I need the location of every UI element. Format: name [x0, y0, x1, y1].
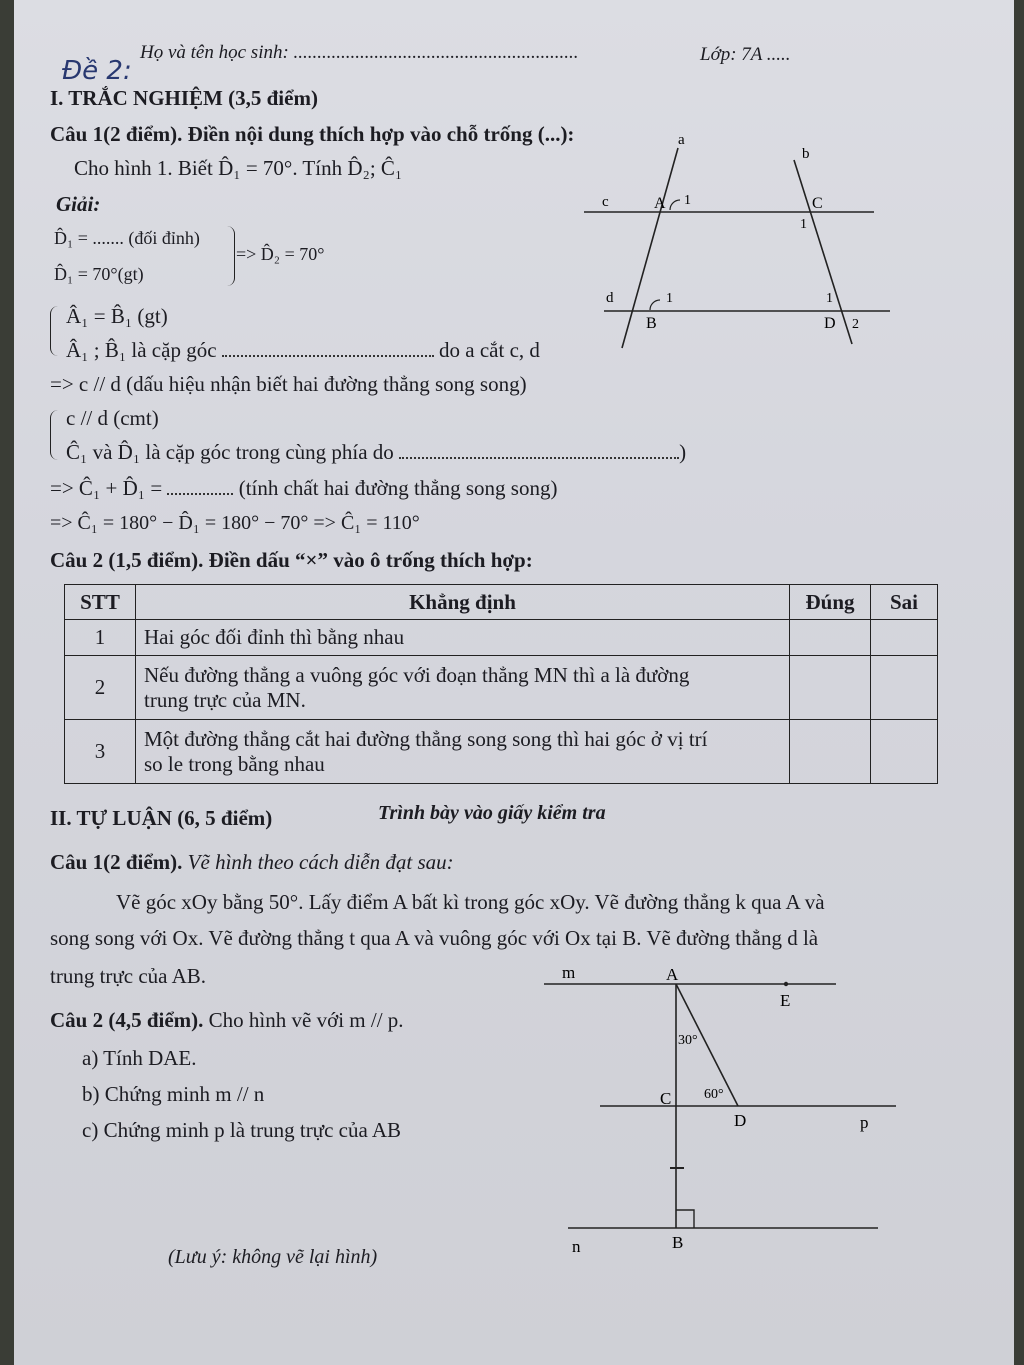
p2-q1: [50, 850, 454, 875]
label-m: m: [562, 963, 576, 982]
row-statement: [136, 720, 790, 784]
false-checkbox-3[interactable]: [871, 720, 938, 784]
true-checkbox-3[interactable]: [790, 720, 871, 784]
row-statement: [136, 656, 790, 720]
label-p: p: [860, 1113, 869, 1132]
p2-q2-a: a) Tính DAE.: [82, 1046, 197, 1070]
right-brace: [224, 226, 235, 286]
table-row: [65, 656, 938, 720]
step-9-tail: (tính chất hai đường thẳng song song): [238, 476, 558, 500]
p2-q1-title: Câu 1(2 điểm).: [50, 850, 183, 874]
label-A: A: [654, 195, 666, 212]
figure-2: [540, 960, 920, 1260]
step-1: D̂₁ = ....... (đối đỉnh): [54, 228, 200, 248]
solution-label: Giải:: [56, 192, 101, 216]
header-false: Sai: [871, 585, 938, 620]
step-8-close: ): [679, 440, 687, 464]
q2-title: Câu 2 (1,5 điểm). Điền dấu “×” vào ô trống thích hợp:: [50, 548, 533, 572]
step-5-tail: do a cắt c, d: [439, 338, 540, 362]
p2-q1-line3: trung trực của AB.: [50, 964, 207, 988]
true-checkbox-2[interactable]: [790, 656, 871, 720]
label-C1: 1: [800, 217, 807, 232]
row-statement-line1: Một đường thẳng cắt hai đường thẳng song song thì hai góc ở vị trí: [144, 726, 708, 751]
label-c: c: [602, 194, 609, 210]
figure-1: [574, 126, 914, 358]
header-stt: STT: [65, 585, 136, 620]
false-checkbox-2[interactable]: [871, 656, 938, 720]
arc-B1: [650, 300, 660, 310]
label-n: n: [572, 1237, 581, 1256]
true-false-table: [64, 584, 938, 784]
part2-title: II. TỰ LUẬN (6, 5 điểm): [50, 806, 273, 830]
row-statement-line2: trung trực của MN.: [144, 687, 306, 712]
step-7: c // d (cmt): [66, 406, 159, 430]
exam-paper: [14, 0, 1014, 1365]
label-b: b: [802, 146, 810, 162]
table-row: [65, 720, 938, 784]
footnote: (Lưu ý: không vẽ lại hình): [168, 1246, 378, 1268]
p2-q1-sub: Vẽ hình theo cách diễn đạt sau:: [187, 850, 454, 874]
label-C: C: [660, 1089, 672, 1108]
label-E: E: [780, 991, 791, 1010]
right-angle-mark: [676, 1210, 694, 1228]
step-10: => Ĉ₁ = 180° − D̂₁ = 180° − 70° => Ĉ₁ = 110°: [50, 512, 420, 534]
p2-q1-line1: Vẽ góc xOy bằng 50°. Lấy điểm A bất kì trong góc xOy. Vẽ đường thẳng k qua A và: [116, 890, 825, 914]
step-6: => c // d (dấu hiệu nhận biết hai đường thẳng song song): [50, 372, 527, 396]
step-5-text: Â₁ ; B̂₁ là cặp góc: [66, 338, 217, 362]
header-true: Đúng: [790, 585, 871, 620]
p2-q2-title: Câu 2 (4,5 điểm).: [50, 1008, 204, 1032]
true-checkbox-1[interactable]: [790, 620, 871, 656]
row-stt: 2: [65, 656, 136, 720]
student-name-label: Họ và tên học sinh: ............................................................: [140, 42, 579, 63]
label-B: B: [646, 315, 657, 332]
arc-A1: [670, 200, 680, 210]
label-30: 30°: [678, 1033, 698, 1048]
p2-q1-line2: song song với Ox. Vẽ đường thẳng t qua A và vuông góc với Ox tại B. Vẽ đường thẳng d là: [50, 926, 819, 950]
p2-q2: [50, 1008, 404, 1033]
blank-sum[interactable]: [167, 493, 233, 495]
part2-note: Trình bày vào giấy kiểm tra: [378, 802, 606, 824]
label-D2: 2: [852, 317, 859, 332]
label-A1: 1: [684, 193, 691, 208]
step-9: [50, 476, 557, 501]
label-B: B: [672, 1233, 684, 1252]
label-D1: 1: [826, 291, 833, 306]
label-B1: 1: [666, 291, 673, 306]
row-statement: Hai góc đối đỉnh thì bằng nhau: [136, 620, 790, 656]
false-checkbox-1[interactable]: [871, 620, 938, 656]
class-label: Lớp: 7A .....: [700, 44, 791, 65]
step-3: => D̂₂ = 70°: [236, 244, 325, 264]
row-statement-line2: so le trong bằng nhau: [144, 751, 325, 776]
blank-angle-type[interactable]: [222, 355, 434, 357]
step-8-text: Ĉ₁ và D̂₁ là cặp góc trong cùng phía do: [66, 440, 394, 464]
p2-q2-b: b) Chứng minh m // n: [82, 1082, 265, 1106]
row-statement-line1: Nếu đường thẳng a vuông góc với đoạn thẳng MN thì a là đường: [144, 662, 690, 687]
label-60: 60°: [704, 1087, 724, 1102]
step-5: [66, 338, 540, 363]
exam-code: Đề 2:: [62, 56, 132, 86]
label-D: D: [824, 315, 836, 332]
step-4: Â₁ = B̂₁ (gt): [66, 304, 168, 328]
label-A: A: [666, 965, 679, 984]
label-C: C: [812, 195, 823, 212]
step-2: D̂₁ = 70°(gt): [54, 264, 144, 284]
left-brace-1: [50, 306, 59, 356]
p2-q2-c: c) Chứng minh p là trung trực của AB: [82, 1118, 402, 1142]
step-9-text: => Ĉ₁ + D̂₁ =: [50, 476, 163, 500]
step-8: [66, 440, 686, 465]
left-brace-2: [50, 410, 59, 460]
p2-q2-sub: Cho hình vẽ với m // p.: [208, 1008, 404, 1032]
table-row: [65, 620, 938, 656]
row-stt: 3: [65, 720, 136, 784]
header-statement: Khẳng định: [136, 585, 790, 620]
point-E-dot: [784, 982, 788, 986]
line-b: [794, 160, 852, 344]
label-D: D: [734, 1111, 747, 1130]
q1-title: Câu 1(2 điểm). Điền nội dung thích hợp vào chỗ trống (...):: [50, 122, 575, 146]
label-a: a: [678, 132, 685, 148]
table-header-row: [65, 585, 938, 620]
row-stt: 1: [65, 620, 136, 656]
blank-reason[interactable]: [399, 457, 679, 459]
q1-given: Cho hình 1. Biết D̂₁ = 70°. Tính D̂₂; Ĉ₁: [74, 156, 403, 180]
label-d: d: [606, 290, 614, 306]
part1-title: I. TRẮC NGHIỆM (3,5 điểm): [50, 86, 318, 110]
